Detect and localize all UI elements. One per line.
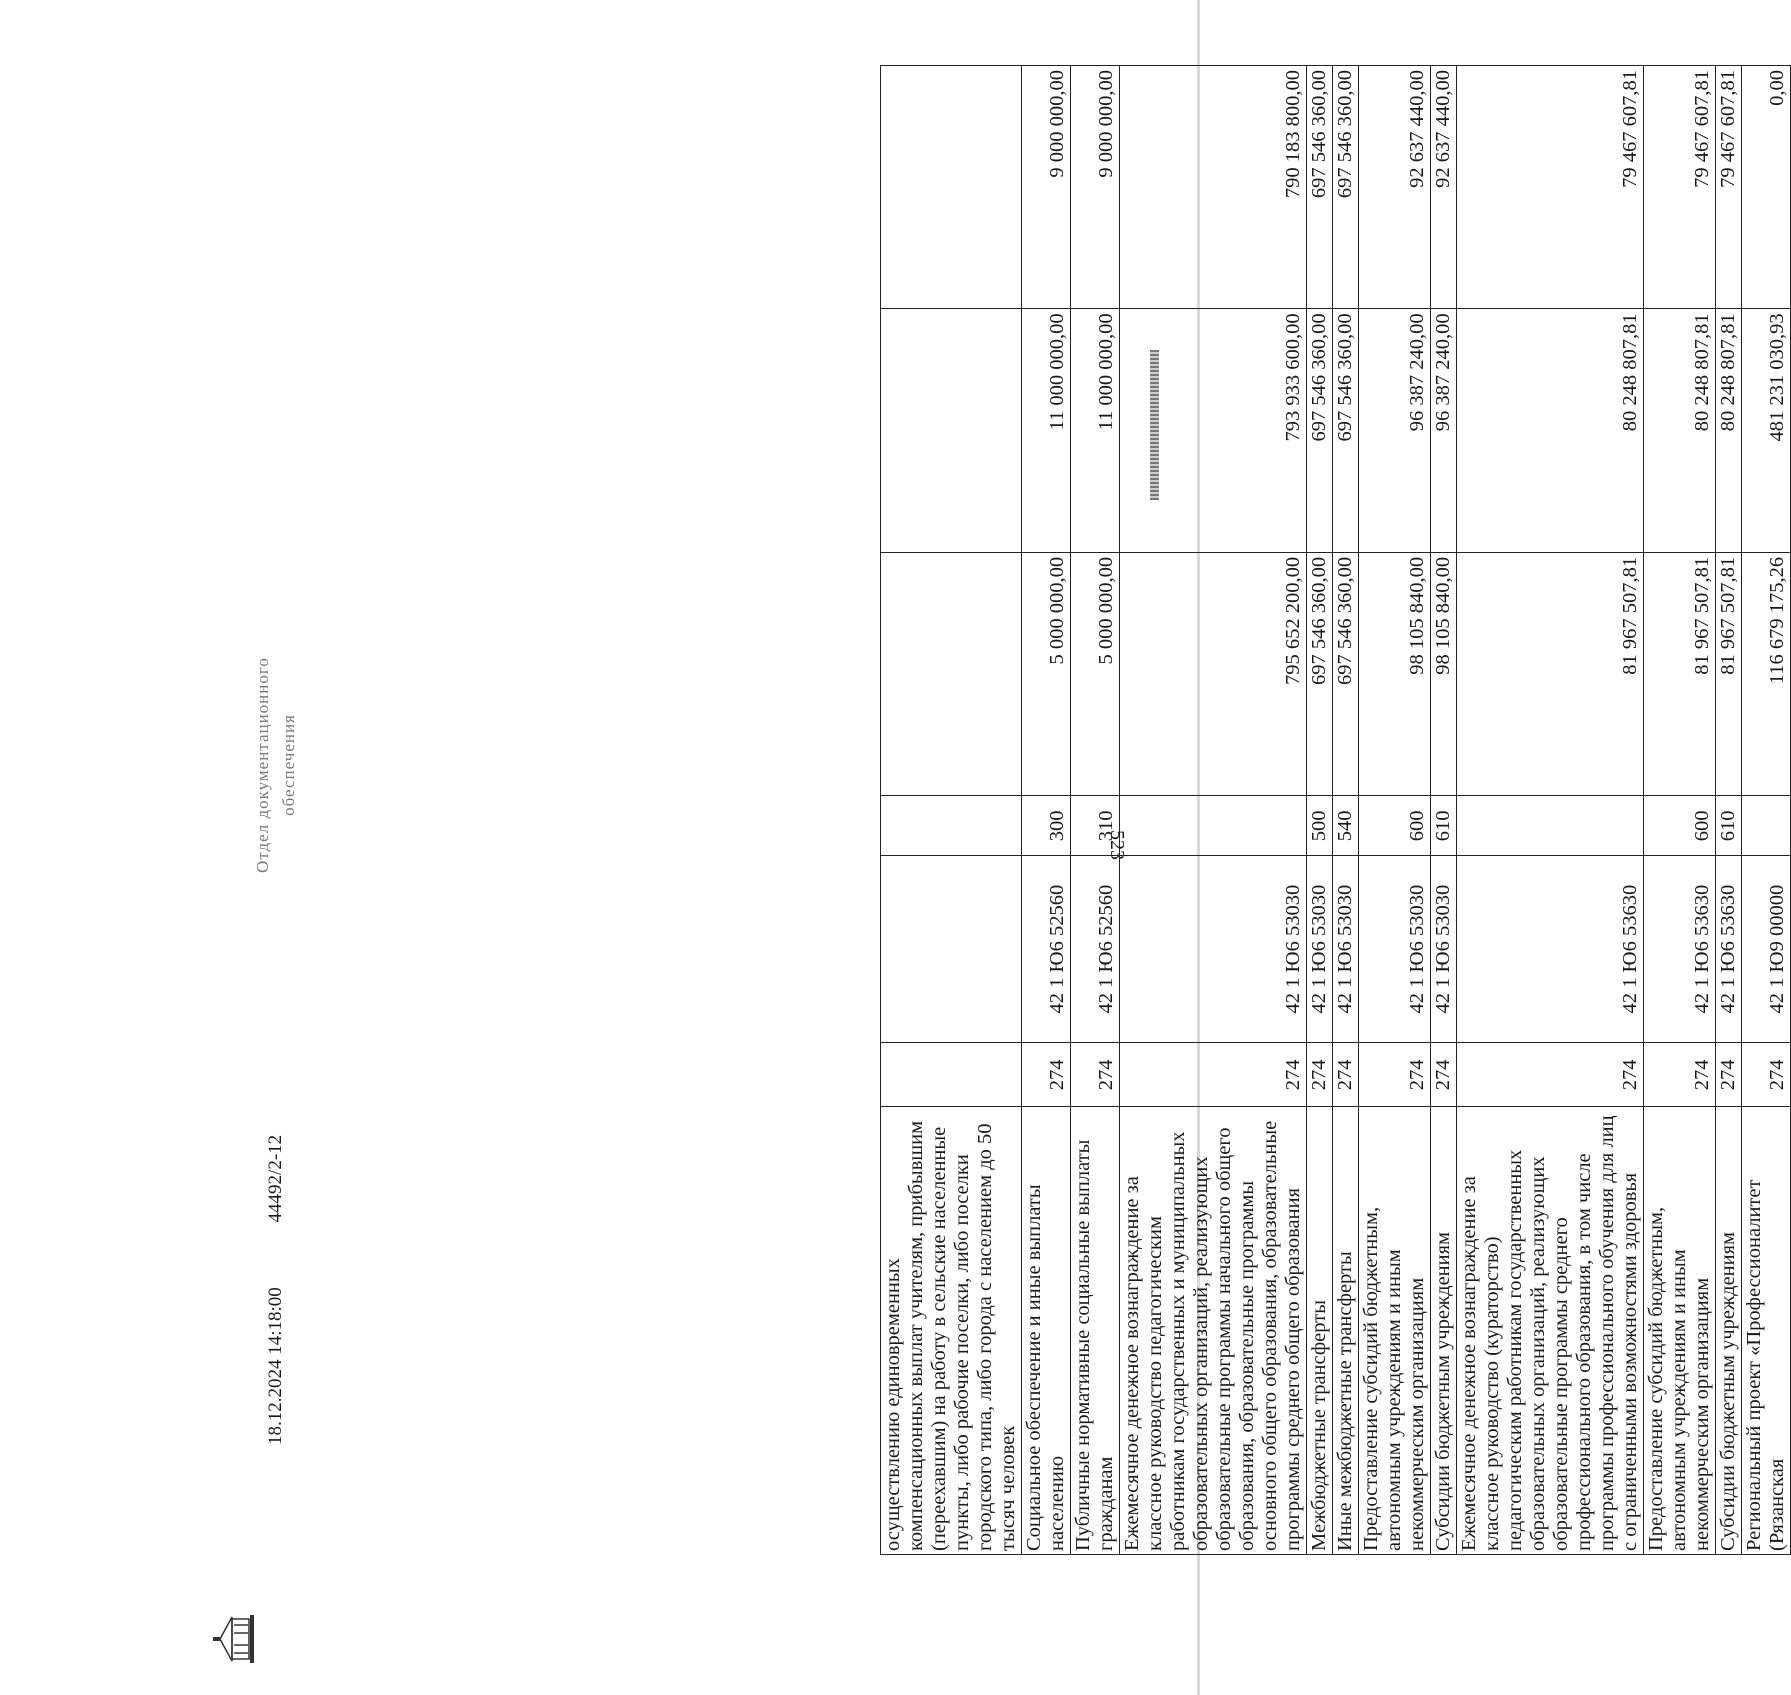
footer-date: 18.12.2024 14:18:00 (265, 1287, 286, 1445)
row-target-code: 42 1 Ю6 52560 (1022, 855, 1071, 1042)
document-footer (265, 1075, 287, 1445)
row-target-code: 42 1 Ю6 53030 (1120, 855, 1307, 1042)
row-amount-1: 81 967 507,81 (1457, 552, 1644, 795)
row-name: Ежемесячное денежное вознаграждение за классное руководство педагогическим работникам государственных и муниципальных образовательных организаций, реализующих образовательные программы начального общего образования, образовательные программы основного общего образования, образовательные программы среднего общего образования (1120, 1107, 1307, 1555)
row-amount-2: 697 546 360,00 (1307, 309, 1333, 552)
row-amount-2: 481 231 030,93 (1742, 309, 1791, 552)
row-amount-1: 98 105 840,00 (1359, 552, 1431, 795)
row-amount-3: 79 467 607,81 (1457, 66, 1644, 309)
row-amount-3: 79 467 607,81 (1644, 66, 1716, 309)
row-expense-type: 600 (1644, 796, 1716, 855)
row-name: Публичные нормативные социальные выплаты гражданам (1071, 1107, 1120, 1555)
row-amount-2: 96 387 240,00 (1359, 309, 1431, 552)
row-name: Предоставление субсидий бюджетным, автономным учреждениям и иным некоммерческим организациям (1644, 1107, 1716, 1555)
stamp-line-2: обеспечения (279, 714, 298, 816)
table-row (1644, 66, 1716, 1555)
row-name: Иные межбюджетные трансферты (1333, 1107, 1359, 1555)
row-target-code: 42 1 Ю6 53630 (1716, 855, 1742, 1042)
row-target-code: 42 1 Ю6 53030 (1333, 855, 1359, 1042)
row-amount-3 (881, 66, 1022, 309)
row-amount-1 (881, 552, 1022, 795)
row-amount-2: 80 248 807,81 (1716, 309, 1742, 552)
row-amount-2: 11 000 000,00 (1071, 309, 1120, 552)
table-row (1333, 66, 1359, 1555)
row-gr-code: 274 (1742, 1042, 1791, 1106)
table-row (1359, 66, 1431, 1555)
row-amount-1: 5 000 000,00 (1071, 552, 1120, 795)
row-target-code: 42 1 Ю6 52560 (1071, 855, 1120, 1042)
row-amount-2: 11 000 000,00 (1022, 309, 1071, 552)
duma-building-icon (210, 1611, 258, 1667)
table-row (1431, 66, 1457, 1555)
row-amount-2: 96 387 240,00 (1431, 309, 1457, 552)
footer-doc-number: 44492/2-12 (265, 1134, 286, 1223)
row-amount-2: 80 248 807,81 (1644, 309, 1716, 552)
row-target-code: 42 1 Ю6 53030 (1307, 855, 1333, 1042)
table-row (881, 66, 1022, 1555)
row-name: осуществлению единовременных компенсационных выплат учителям, прибывшим (переехавшим) на работу в сельские населенные пункты, либо рабочие поселки, либо поселки городского типа, либо города с населением до 50 тысяч человек (881, 1107, 1022, 1555)
row-target-code: 42 1 Ю6 53030 (1359, 855, 1431, 1042)
row-expense-type: 310 (1071, 796, 1120, 855)
row-expense-type (881, 796, 1022, 855)
row-target-code: 42 1 Ю9 00000 (1742, 855, 1791, 1042)
row-gr-code (881, 1042, 1022, 1106)
row-amount-3: 9 000 000,00 (1022, 66, 1071, 309)
row-name: Межбюджетные трансферты (1307, 1107, 1333, 1555)
row-gr-code: 274 (1716, 1042, 1742, 1106)
row-expense-type: 540 (1333, 796, 1359, 855)
row-amount-2: 697 546 360,00 (1333, 309, 1359, 552)
row-name: Региональный проект «Профессионалитет (Рязанская (1742, 1107, 1791, 1555)
row-amount-1: 81 967 507,81 (1644, 552, 1716, 795)
row-gr-code: 274 (1307, 1042, 1333, 1106)
row-amount-3: 92 637 440,00 (1431, 66, 1457, 309)
row-gr-code: 274 (1022, 1042, 1071, 1106)
row-amount-3: 790 183 800,00 (1120, 66, 1307, 309)
row-amount-2: 793 933 600,00 (1120, 309, 1307, 552)
row-gr-code: 274 (1359, 1042, 1431, 1106)
row-expense-type (1457, 796, 1644, 855)
row-gr-code: 274 (1071, 1042, 1120, 1106)
page-number: 523 (1106, 830, 1128, 860)
row-amount-1: 98 105 840,00 (1431, 552, 1457, 795)
row-amount-1: 116 679 175,26 (1742, 552, 1791, 795)
row-expense-type: 610 (1716, 796, 1742, 855)
row-expense-type (1120, 796, 1307, 855)
row-gr-code: 274 (1457, 1042, 1644, 1106)
row-expense-type: 600 (1359, 796, 1431, 855)
table-row (1742, 66, 1791, 1555)
row-expense-type (1742, 796, 1791, 855)
row-amount-1: 795 652 200,00 (1120, 552, 1307, 795)
row-amount-3: 79 467 607,81 (1716, 66, 1742, 309)
row-amount-3: 92 637 440,00 (1359, 66, 1431, 309)
row-amount-1: 697 546 360,00 (1307, 552, 1333, 795)
table-row (1022, 66, 1071, 1555)
row-gr-code: 274 (1644, 1042, 1716, 1106)
row-name: Субсидии бюджетным учреждениям (1716, 1107, 1742, 1555)
table-row (1716, 66, 1742, 1555)
row-target-code: 42 1 Ю6 53630 (1457, 855, 1644, 1042)
row-target-code: 42 1 Ю6 53030 (1431, 855, 1457, 1042)
row-amount-1: 5 000 000,00 (1022, 552, 1071, 795)
row-amount-1: 697 546 360,00 (1333, 552, 1359, 795)
row-target-code: 42 1 Ю6 53630 (1644, 855, 1716, 1042)
row-gr-code: 274 (1333, 1042, 1359, 1106)
row-amount-3: 697 546 360,00 (1307, 66, 1333, 309)
row-gr-code: 274 (1431, 1042, 1457, 1106)
budget-table (880, 65, 1791, 1555)
row-amount-2: 80 248 807,81 (1457, 309, 1644, 552)
row-target-code (881, 855, 1022, 1042)
row-amount-3: 697 546 360,00 (1333, 66, 1359, 309)
table-row (1071, 66, 1120, 1555)
table-row (1120, 66, 1307, 1555)
row-name: Социальное обеспечение и иные выплаты населению (1022, 1107, 1071, 1555)
row-gr-code: 274 (1120, 1042, 1307, 1106)
row-expense-type: 300 (1022, 796, 1071, 855)
row-name: Предоставление субсидий бюджетным, автономным учреждениям и иным некоммерческим организациям (1359, 1107, 1431, 1555)
row-expense-type: 500 (1307, 796, 1333, 855)
table-row (1307, 66, 1333, 1555)
row-name: Ежемесячное денежное вознаграждение за классное руководство (кураторство) педагогическим работникам государственных образовательных организаций, реализующих образовательные программы среднего профессионального образования, в том числе программы профессионального обучения для лиц с ограниченными возможностями здоровья (1457, 1107, 1644, 1555)
stamp-line-1: Отдел документационного (253, 657, 272, 873)
row-amount-3: 9 000 000,00 (1071, 66, 1120, 309)
row-amount-2 (881, 309, 1022, 552)
department-stamp (250, 615, 302, 915)
row-amount-3: 0,00 (1742, 66, 1791, 309)
row-name: Субсидии бюджетным учреждениям (1431, 1107, 1457, 1555)
table-row (1457, 66, 1644, 1555)
row-expense-type: 610 (1431, 796, 1457, 855)
row-amount-1: 81 967 507,81 (1716, 552, 1742, 795)
